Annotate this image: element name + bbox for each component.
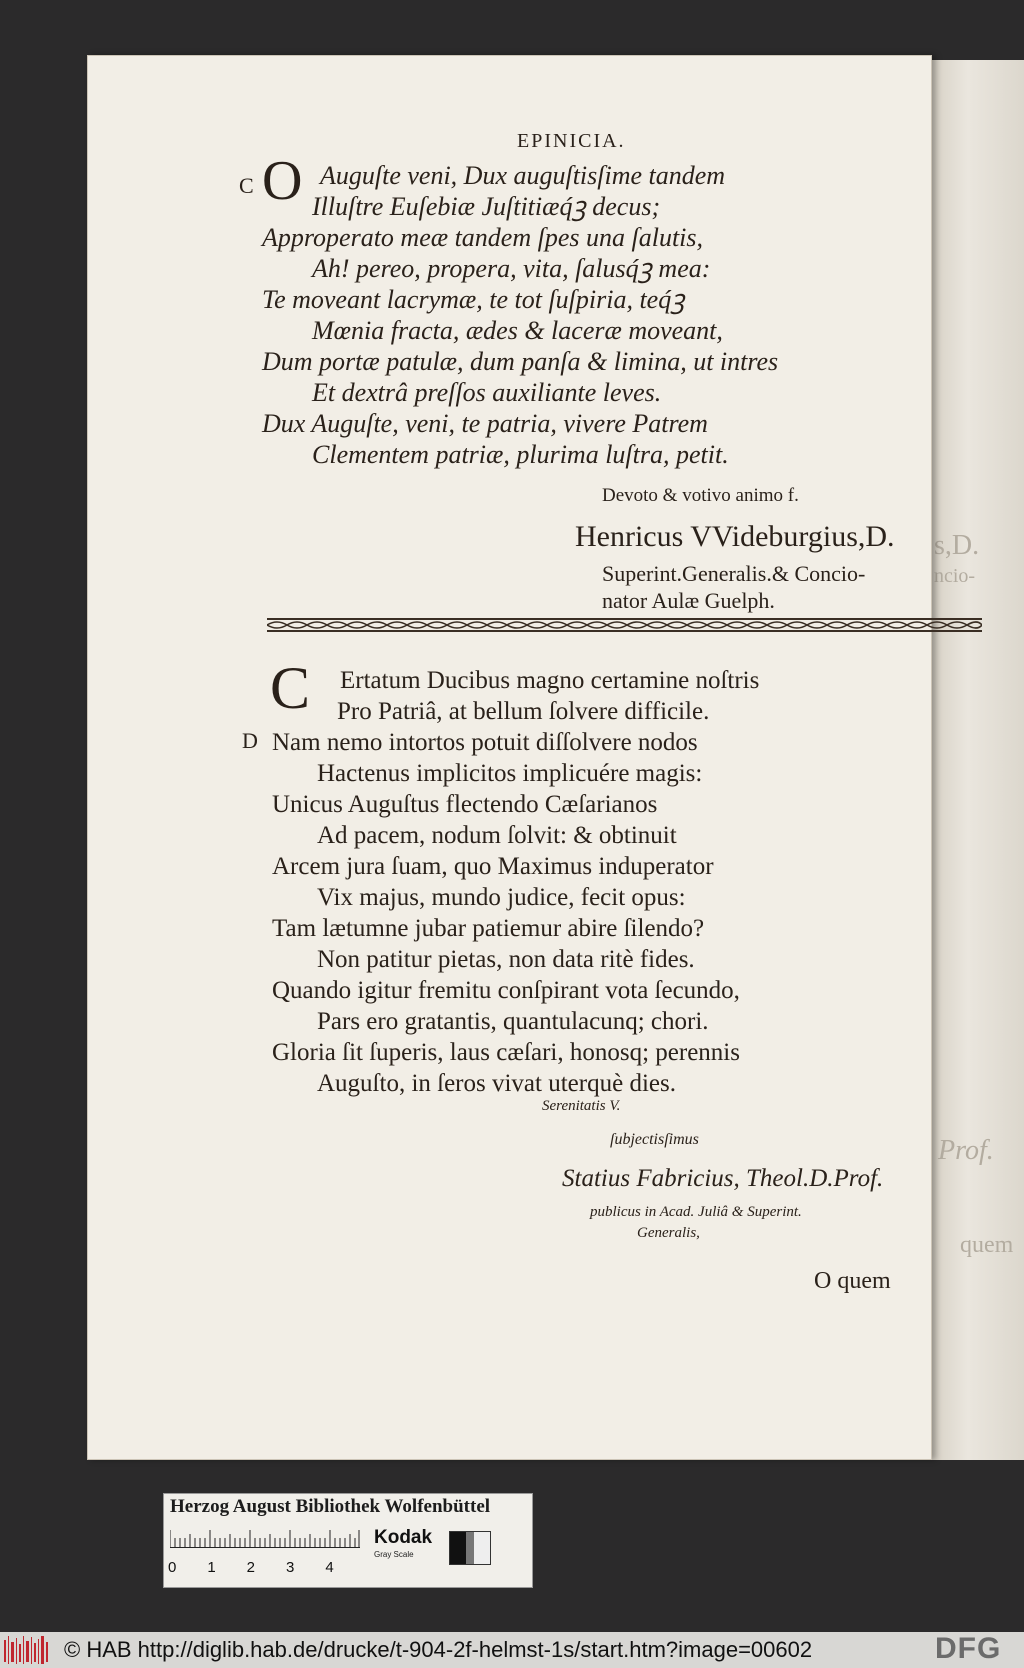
poem-line: Quando igitur fremitu conſpirant vota ſecundo, — [272, 977, 740, 1004]
author-title: Superint.Generalis.& Concio- — [602, 561, 866, 586]
poem-line: Vix majus, mundo judice, fecit opus: — [317, 884, 686, 911]
poem-line: Auguſto, in ſeros vivat uterquè dies. — [317, 1070, 676, 1097]
document-page — [87, 55, 932, 1460]
poem-line: Approperato meæ tandem ſpes una ſalutis, — [262, 223, 704, 252]
poem-line: Pars ero gratantis, quantulacunq; chori. — [317, 1008, 709, 1035]
footer-bar — [0, 1632, 1024, 1668]
facing-page-edge — [930, 60, 1024, 1460]
ruler-numbers: 01234 — [168, 1559, 365, 1576]
poem-line: Te moveant lacrymæ, te tot ſuſpiria, teq́ꝫ — [262, 285, 685, 314]
ornamental-divider — [267, 617, 982, 633]
page-header: EPINICIA. — [517, 130, 626, 152]
gray-scale-patch — [449, 1531, 491, 1565]
poem-line: Ah! pereo, propera, vita, ſalusq́ꝫ mea: — [312, 254, 711, 283]
poem-1 — [262, 160, 778, 470]
ruler-scale — [170, 1530, 360, 1548]
closing-line: Serenitatis V. — [542, 1098, 621, 1114]
poem-line: Arcem jura ſuam, quo Maximus induperator — [272, 853, 714, 880]
ghost-text: s,D. — [934, 530, 980, 561]
ghost-text: quem — [960, 1232, 1014, 1258]
gray-scale-label: Gray Scale — [374, 1550, 414, 1559]
poem-line: Clementem patriæ, plurima luſtra, petit. — [312, 440, 729, 469]
poem-line: Mœnia fracta, ædes & laceræ moveant, — [312, 316, 723, 345]
margin-marker-c: C — [239, 173, 254, 198]
author-name: Henricus VVideburgius,D. — [575, 520, 895, 553]
poem-line: Ertatum Ducibus magno certamine noſtris — [340, 667, 760, 694]
drop-cap: O — [262, 150, 303, 212]
color-calibration-bar — [163, 1493, 533, 1588]
poem-line: Auguſte veni, Dux auguſtisſime tandem — [320, 161, 726, 190]
poem-line: Dux Auguſte, veni, te patria, vivere Patrem — [262, 409, 708, 438]
margin-marker-d: D — [242, 728, 258, 753]
poem-line: Gloria ſit ſuperis, laus cæſari, honosq; perennis — [272, 1039, 740, 1066]
poem-line: Ad pacem, nodum ſolvit: & obtinuit — [317, 822, 677, 849]
poem-line: Illuſtre Euſebiæ Juſtitiæq́ꝫ decus; — [312, 192, 661, 221]
poem-line: Tam lætumne jubar patiemur abire ſilendo? — [272, 915, 705, 942]
poem-line: Non patitur pietas, non data ritè fides. — [317, 946, 695, 973]
author-title: Generalis, — [637, 1225, 700, 1241]
barcode-icon — [4, 1636, 48, 1664]
ghost-text: ncio- — [934, 565, 976, 587]
dfg-logo: DFG — [935, 1632, 1002, 1665]
author-title: publicus in Acad. Juliâ & Superint. — [590, 1204, 802, 1220]
closing-line: ſubjectisſimus — [610, 1131, 699, 1148]
author-title: nator Aulæ Guelph. — [602, 588, 775, 613]
poem-line: Pro Patriâ, at bellum ſolvere difficile. — [337, 698, 710, 725]
poem-line: Et dextrâ preſſos auxiliante leves. — [312, 378, 662, 407]
poem-line: Dum portæ patulæ, dum panſa & limina, ut intres — [262, 347, 779, 376]
poem-line: Unicus Auguſtus flectendo Cæſarianos — [272, 791, 658, 818]
kodak-logo: Kodak — [374, 1527, 433, 1548]
dedication-line: Devoto & votivo animo f. — [602, 485, 799, 506]
catchword: O quem — [814, 1268, 891, 1294]
poem-line: Hactenus implicitos implicuére magis: — [317, 760, 703, 787]
library-name: Herzog August Bibliothek Wolfenbüttel — [170, 1496, 491, 1517]
source-url: © HAB http://diglib.hab.de/drucke/t-904-2f-helmst-1s/start.htm?image=00602 — [64, 1637, 813, 1662]
author-name: Statius Fabricius, Theol.D.Prof. — [562, 1165, 884, 1192]
drop-cap: C — [270, 655, 311, 721]
ghost-text: Prof. — [938, 1135, 994, 1166]
poem-line: Nam nemo intortos potuit diſſolvere nodos — [272, 729, 698, 756]
poem-2 — [272, 665, 759, 1099]
